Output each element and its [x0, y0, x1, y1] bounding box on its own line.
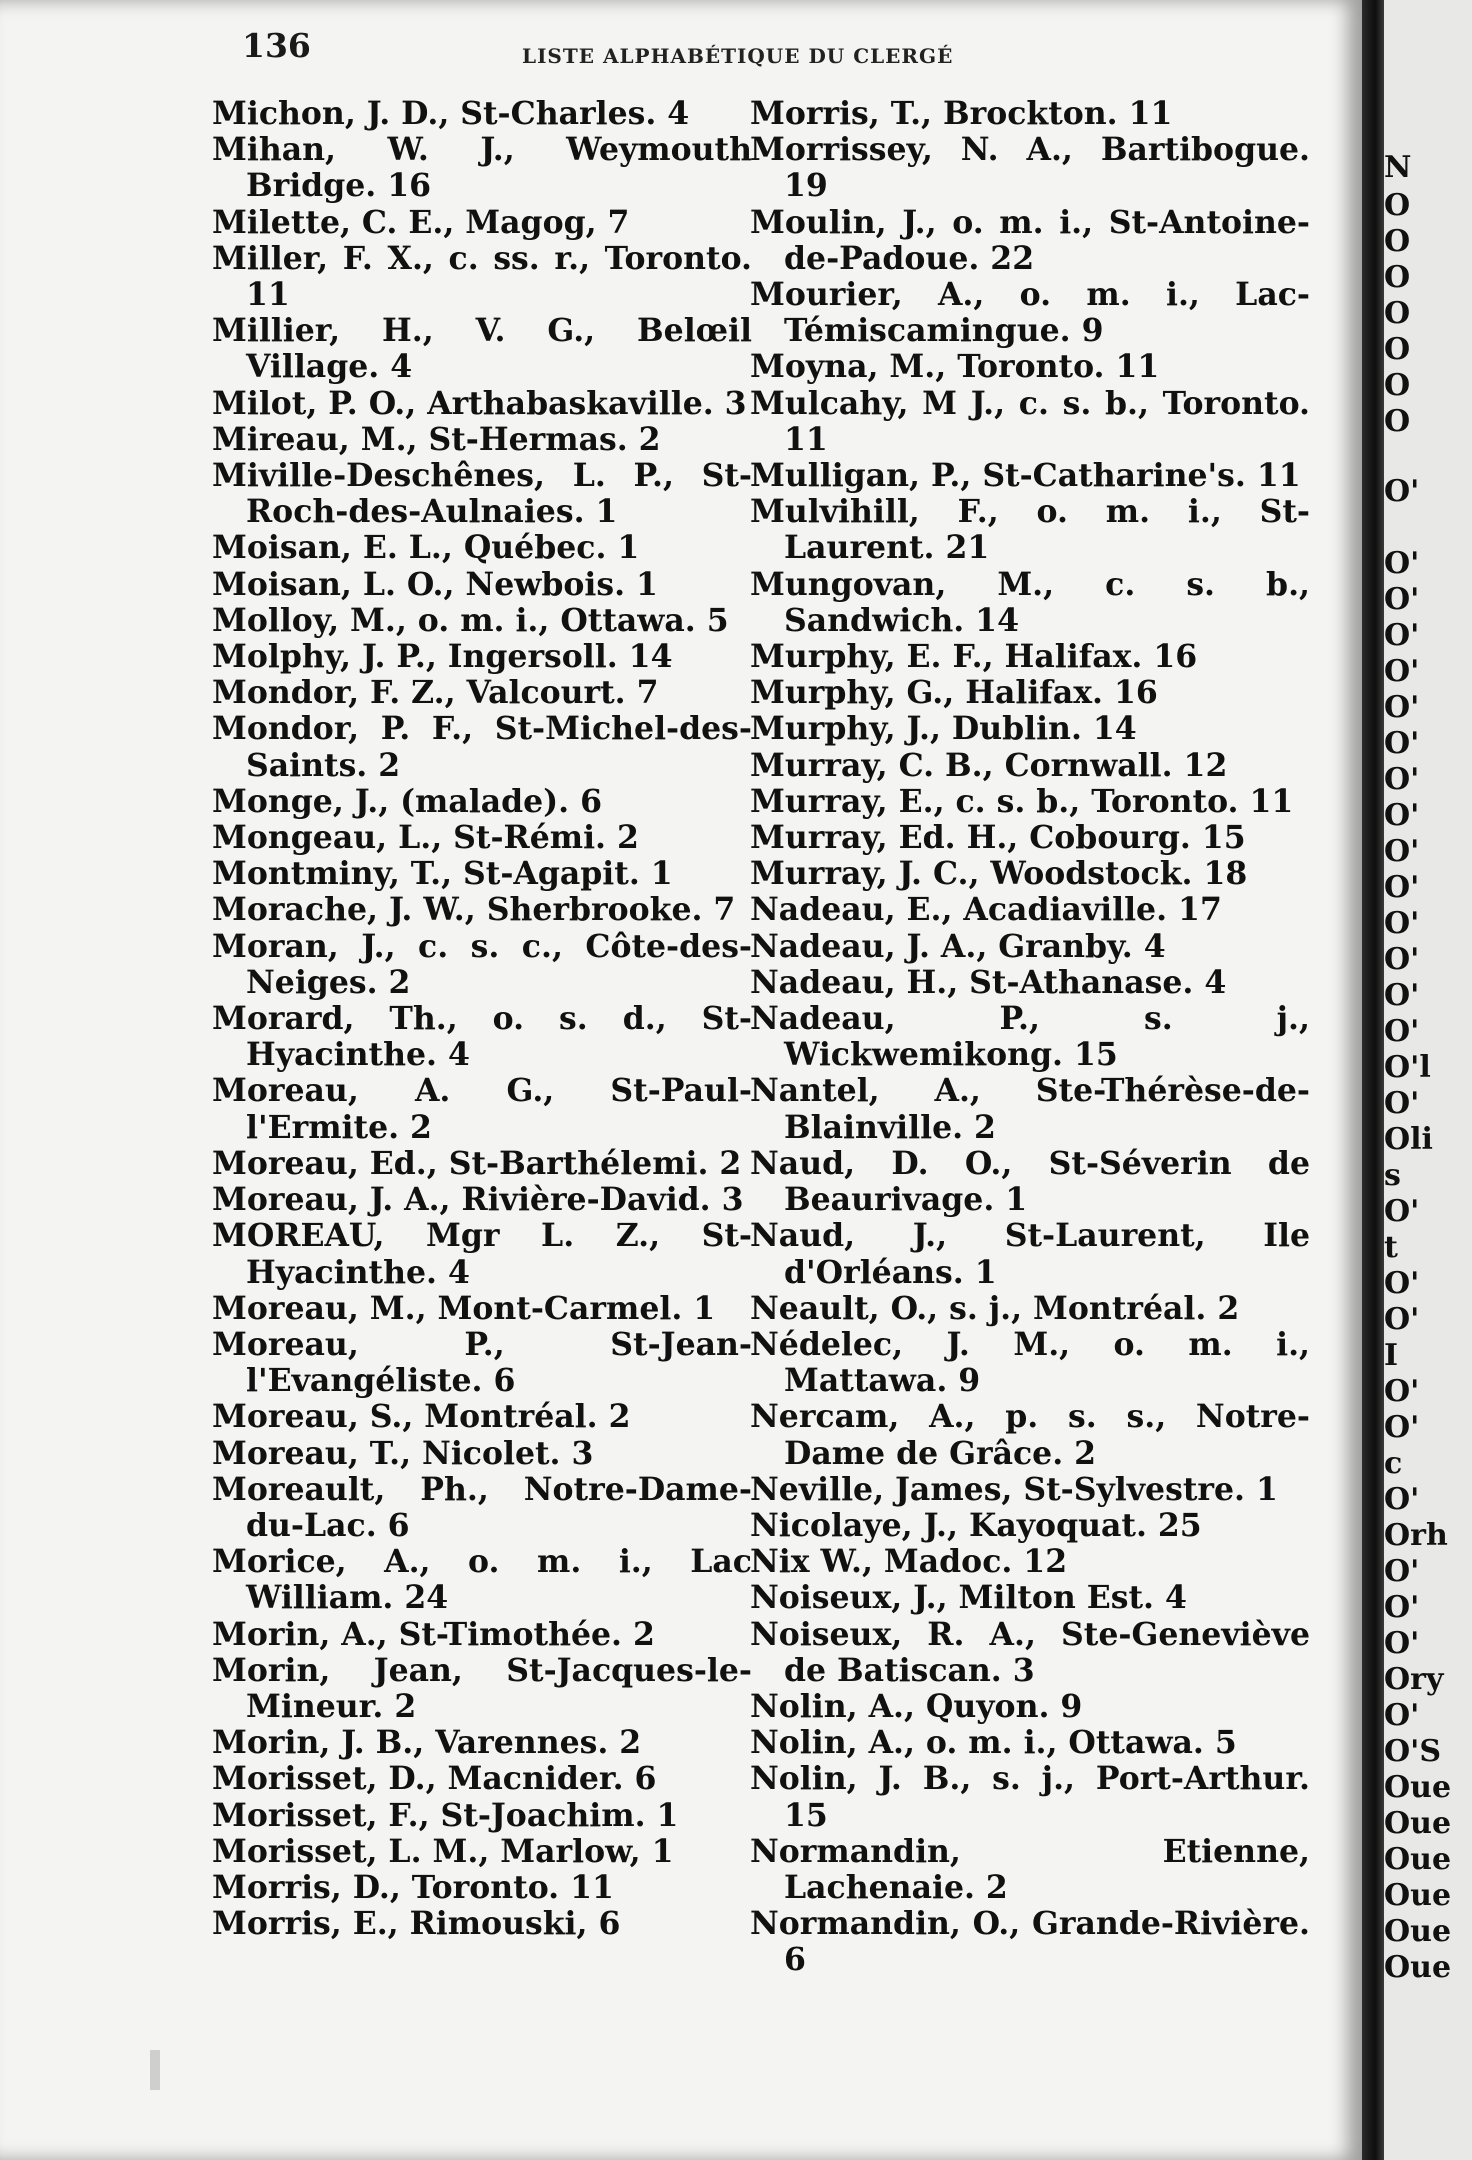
adjacent-page-text: O' — [1384, 870, 1420, 905]
margin-mark — [150, 2050, 160, 2090]
directory-entry: Murphy, E. F., Halifax. 16 — [750, 638, 1198, 676]
adjacent-page-text: Oue — [1384, 1950, 1452, 1985]
adjacent-page-text: O' — [1384, 1482, 1420, 1517]
directory-entry: Morris, E., Rimouski, 6 — [212, 1905, 621, 1943]
directory-entry: Nolin, A., o. m. i., Ottawa. 5 — [750, 1724, 1237, 1762]
directory-entry: Morrissey, N. A., Bartibogue. 19 — [750, 131, 1310, 205]
directory-entry: Moreau, T., Nicolet. 3 — [212, 1434, 594, 1472]
directory-entry: Mulcahy, M J., c. s. b., Toronto. 11 — [750, 384, 1310, 458]
adjacent-page-text: O' — [1384, 726, 1420, 761]
adjacent-page-text: Oue — [1384, 1806, 1452, 1841]
adjacent-page-text: O' — [1384, 1410, 1420, 1445]
adjacent-page-text: N — [1384, 150, 1412, 185]
directory-entry: Molloy, M., o. m. i., Ottawa. 5 — [212, 601, 729, 639]
directory-entry: Nolin, A., Quyon. 9 — [750, 1687, 1083, 1725]
directory-entry: Milette, C. E., Magog, 7 — [212, 203, 630, 241]
directory-entry: Molphy, J. P., Ingersoll. 14 — [212, 638, 673, 676]
directory-entry: Neville, James, St-Sylvestre. 1 — [750, 1470, 1278, 1508]
directory-entry: Moreau, M., Mont-Carmel. 1 — [212, 1289, 716, 1327]
adjacent-page-text: O' — [1384, 1302, 1420, 1337]
adjacent-page-text: Orh — [1384, 1518, 1448, 1553]
directory-entry: Nadeau, J. A., Granby. 4 — [750, 927, 1166, 965]
directory-entry: Morisset, F., St-Joachim. 1 — [212, 1796, 679, 1834]
adjacent-page-text: O — [1384, 188, 1411, 223]
directory-entry: Mulligan, P., St-Catharine's. 11 — [750, 457, 1301, 495]
directory-entry: Murray, J. C., Woodstock. 18 — [750, 855, 1248, 893]
adjacent-page-text: O' — [1384, 762, 1420, 797]
running-head: LISTE ALPHABÉTIQUE DU CLERGÉ — [522, 44, 954, 68]
adjacent-page-text: t — [1384, 1230, 1398, 1265]
directory-entry: Nantel, A., Ste-Thérèse-de-Blainville. 2 — [750, 1072, 1310, 1146]
adjacent-page-text: O — [1384, 332, 1411, 367]
directory-entry: MOREAU, Mgr L. Z., St-Hyacinthe. 4 — [212, 1217, 752, 1291]
adjacent-page-text: O' — [1384, 1374, 1420, 1409]
adjacent-page-text: O' — [1384, 618, 1420, 653]
directory-entry: Moreau, Ed., St-Barthélemi. 2 — [212, 1144, 742, 1182]
directory-entry: Millier, H., V. G., Belœil Village. 4 — [212, 312, 752, 386]
adjacent-page-text: O — [1384, 224, 1411, 259]
book-gutter — [1362, 0, 1384, 2160]
adjacent-page-text: O'S — [1384, 1734, 1441, 1769]
adjacent-page-text: O' — [1384, 1554, 1420, 1589]
directory-entry: Moyna, M., Toronto. 11 — [750, 348, 1160, 386]
adjacent-page-text: O' — [1384, 798, 1420, 833]
adjacent-page-text: Oli — [1384, 1122, 1433, 1157]
adjacent-page-text: O' — [1384, 1590, 1420, 1625]
adjacent-page-text: O' — [1384, 1698, 1420, 1733]
adjacent-page-text: Oue — [1384, 1914, 1452, 1949]
directory-entry: Mireau, M., St-Hermas. 2 — [212, 420, 661, 458]
adjacent-page-text: Ory — [1384, 1662, 1444, 1697]
directory-entry: Nadeau, P., s. j., Wickwemikong. 15 — [750, 1000, 1310, 1074]
directory-entry: Nédelec, J. M., o. m. i., Mattawa. 9 — [750, 1325, 1310, 1400]
directory-entry: Murray, E., c. s. b., Toronto. 11 — [750, 782, 1294, 820]
directory-entry: Moran, J., c. s. c., Côte-des-Neiges. 2 — [212, 927, 752, 1001]
directory-entry: Morin, A., St-Timothée. 2 — [212, 1615, 655, 1653]
directory-entry: Morris, T., Brockton. 11 — [750, 95, 1173, 132]
left-column — [212, 96, 752, 1942]
directory-entry: Nadeau, H., St-Athanase. 4 — [750, 963, 1227, 1001]
directory-entry: Michon, J. D., St-Charles. 4 — [212, 95, 690, 132]
directory-entry: Moreau, P., St-Jean-l'Evangéliste. 6 — [212, 1325, 752, 1400]
adjacent-page-text: O' — [1384, 1266, 1420, 1301]
directory-entry: Morard, Th., o. s. d., St-Hyacinthe. 4 — [212, 1000, 752, 1074]
adjacent-page-text: c — [1384, 1446, 1403, 1481]
directory-entry: Milot, P. O., Arthabaskaville. 3 — [212, 384, 747, 422]
directory-entry: Morice, A., o. m. i., Lac William. 24 — [212, 1543, 752, 1617]
adjacent-page-text: O'l — [1384, 1050, 1431, 1085]
directory-entry: Mulvihill, F., o. m. i., St-Laurent. 21 — [750, 493, 1310, 567]
directory-entry: Noiseux, R. A., Ste-Geneviève de Batiscan. 3 — [750, 1615, 1310, 1689]
adjacent-page-text: O' — [1384, 1194, 1420, 1229]
directory-entry: Murray, C. B., Cornwall. 12 — [750, 746, 1228, 784]
adjacent-page-text: O' — [1384, 582, 1420, 617]
directory-entry: Mihan, W. J., Weymouth Bridge. 16 — [212, 131, 752, 205]
directory-entry: Morache, J. W., Sherbrooke. 7 — [212, 891, 736, 929]
directory-entry: Noiseux, J., Milton Est. 4 — [750, 1579, 1187, 1617]
directory-entry: Moreau, J. A., Rivière-David. 3 — [212, 1181, 744, 1219]
directory-entry: Naud, D. O., St-Séverin de Beaurivage. 1 — [750, 1144, 1310, 1219]
directory-entry: Neault, O., s. j., Montréal. 2 — [750, 1289, 1240, 1327]
page-number: 136 — [242, 26, 311, 65]
adjacent-page-text: O — [1384, 404, 1411, 439]
adjacent-page-fragment — [1384, 0, 1472, 2160]
directory-entry: Morris, D., Toronto. 11 — [212, 1868, 614, 1906]
directory-entry: Miller, F. X., c. ss. r., Toronto. 11 — [212, 239, 752, 314]
directory-entry: Mondor, P. F., St-Michel-des-Saints. 2 — [212, 710, 752, 784]
adjacent-page-text: O' — [1384, 654, 1420, 689]
directory-entry: Murphy, J., Dublin. 14 — [750, 710, 1137, 748]
directory-entry: Monge, J., (malade). 6 — [212, 782, 602, 820]
directory-entry: Moisan, L. O., Newbois. 1 — [212, 565, 658, 603]
adjacent-page-text: O' — [1384, 834, 1420, 869]
directory-entry: Morin, Jean, St-Jacques-le-Mineur. 2 — [212, 1651, 752, 1725]
adjacent-page-text: Oue — [1384, 1770, 1452, 1805]
directory-entry: Murphy, G., Halifax. 16 — [750, 674, 1158, 712]
adjacent-page-text: Oue — [1384, 1878, 1452, 1913]
adjacent-page-text: O' — [1384, 906, 1420, 941]
directory-entry: Nicolaye, J., Kayoquat. 25 — [750, 1506, 1202, 1544]
adjacent-page-text: O — [1384, 368, 1411, 403]
adjacent-page-text: Oue — [1384, 1842, 1452, 1877]
directory-entry: Nadeau, E., Acadiaville. 17 — [750, 891, 1222, 929]
directory-entry: Mondor, F. Z., Valcourt. 7 — [212, 674, 659, 712]
directory-entry: Moreau, S., Montréal. 2 — [212, 1398, 631, 1436]
adjacent-page-text: O' — [1384, 1626, 1420, 1661]
directory-entry: Morisset, D., Macnider. 6 — [212, 1760, 657, 1798]
directory-entry: Mourier, A., o. m. i., Lac-Témiscamingue. 9 — [750, 276, 1310, 350]
adjacent-page-text: O' — [1384, 1086, 1420, 1121]
directory-entry: Nix W., Madoc. 12 — [750, 1543, 1068, 1581]
directory-entry: Mungovan, M., c. s. b., Sandwich. 14 — [750, 565, 1310, 639]
directory-entry: Mongeau, L., St-Rémi. 2 — [212, 819, 639, 857]
directory-entry: Nolin, J. B., s. j., Port-Arthur. 15 — [750, 1760, 1310, 1834]
adjacent-page-text: O — [1384, 296, 1411, 331]
adjacent-page-text: O — [1384, 260, 1411, 295]
page-header — [242, 26, 1252, 76]
adjacent-page-text: O' — [1384, 978, 1420, 1013]
adjacent-page-text: O' — [1384, 474, 1420, 509]
directory-entry: Moisan, E. L., Québec. 1 — [212, 529, 640, 567]
directory-entry: Montminy, T., St-Agapit. 1 — [212, 855, 673, 893]
directory-entry: Normandin, Etienne, Lachenaie. 2 — [750, 1832, 1310, 1906]
adjacent-page-text: O' — [1384, 942, 1420, 977]
directory-entry: Morisset, L. M., Marlow, 1 — [212, 1832, 674, 1870]
adjacent-page-text: s — [1384, 1158, 1401, 1193]
directory-entry: Morin, J. B., Varennes. 2 — [212, 1724, 642, 1762]
directory-entry: Nercam, A., p. s. s., Notre-Dame de Grâce. 2 — [750, 1398, 1310, 1472]
directory-entry: Miville-Deschênes, L. P., St-Roch-des-Aulnaies. 1 — [212, 457, 752, 531]
adjacent-page-text: O' — [1384, 546, 1420, 581]
directory-entry: Moreault, Ph., Notre-Dame-du-Lac. 6 — [212, 1470, 752, 1544]
directory-entry: Naud, J., St-Laurent, Ile d'Orléans. 1 — [750, 1217, 1310, 1291]
right-column — [750, 96, 1310, 1979]
directory-entry: Murray, Ed. H., Cobourg. 15 — [750, 819, 1246, 857]
directory-entry: Normandin, O., Grande-Rivière. 6 — [750, 1905, 1310, 1979]
adjacent-page-text: O' — [1384, 1014, 1420, 1049]
adjacent-page-text: I — [1384, 1338, 1399, 1373]
directory-entry: Moulin, J., o. m. i., St-Antoine-de-Padoue. 22 — [750, 203, 1310, 277]
adjacent-page-text: O' — [1384, 690, 1420, 725]
directory-entry: Moreau, A. G., St-Paul-l'Ermite. 2 — [212, 1072, 752, 1146]
